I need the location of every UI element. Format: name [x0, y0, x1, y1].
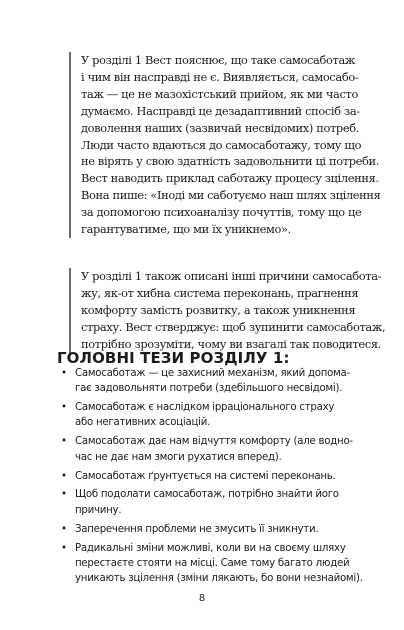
key-points-heading: ГОЛОВНІ ТЕЗИ РОЗДІЛУ 1:	[57, 349, 290, 367]
key-points-list	[57, 366, 363, 590]
bullet-icon: •	[61, 489, 67, 501]
bullet-icon: •	[61, 470, 67, 482]
page-number: 8	[198, 593, 206, 604]
list-item-line: Самосаботаж дає нам відчуття комфорту (але водно-	[75, 436, 353, 448]
list-item-line: Радикальні зміни можливі, коли ви на своєму шляху	[75, 542, 346, 554]
list-item-line: Щоб подолати самосаботаж, потрібно знайти його	[75, 489, 339, 501]
text-line: таж — це не мазохістський прийом, як ми часто	[81, 86, 358, 101]
list-item-line: Заперечення проблеми не змусить її зникнути.	[75, 523, 319, 535]
text-line: доволення наших (зазвичай несвідомих) потреб.	[81, 120, 360, 135]
list-item	[57, 434, 363, 465]
list-item-line: перестаєте стояти на місці. Саме тому багато людей	[75, 557, 350, 569]
text-line: Люди часто вдаються до самосаботажу, тому що	[81, 137, 362, 152]
list-item-line: причину.	[75, 504, 122, 516]
bullet-icon: •	[61, 436, 67, 448]
text-line: комфорту замість розвитку, а також уникнення	[81, 302, 356, 317]
text-line: жу, як-от хибна система переконань, прагнення	[81, 285, 359, 300]
text-line: не вірять у свою здатність задовольнити ці потреби.	[81, 154, 380, 169]
list-item	[57, 541, 363, 587]
text-line: У розділі 1 Вест пояснює, що таке самосаботаж	[81, 53, 356, 67]
quote-block-other-causes	[69, 268, 386, 353]
list-item-line: Самосаботаж ґрунтується на системі переконань.	[75, 470, 336, 482]
text-line: і чим він насправді не є. Виявляється, самосабо-	[81, 69, 359, 84]
quote-block-chapter-1-summary	[69, 52, 381, 238]
text-line: Вест наводить приклад саботажу процесу зцілення.	[81, 171, 379, 186]
bullet-icon: •	[61, 368, 67, 379]
text-line: за допомогою психоаналізу почуттів, тому що це	[81, 205, 362, 220]
text-line: думаємо. Насправді це дезадаптивний спосіб за-	[81, 103, 360, 118]
list-item-line: або негативних асоціацій.	[75, 417, 211, 429]
list-item	[57, 366, 363, 397]
list-item-line: час не дає нам змоги рухатися вперед).	[75, 451, 282, 463]
bullet-icon: •	[61, 523, 67, 535]
bullet-icon: •	[61, 542, 67, 554]
list-item-line: Самосаботаж є наслідком ірраціонального страху	[75, 402, 335, 414]
text-line: гарантуватиме, що ми їх уникнемо».	[81, 222, 291, 237]
list-item	[57, 400, 363, 431]
text-line: Вона пише: «Іноді ми саботуємо наш шлях зцілення	[81, 188, 381, 203]
text-line: страху. Вест стверджує: щоб зупинити самосаботаж,	[81, 319, 386, 334]
text-line: У розділі 1 також описані інші причини самосабота-	[81, 269, 382, 283]
text-line: потрібно зрозуміти, чому ви взагалі так поводитеся.	[81, 336, 381, 351]
list-item	[57, 469, 363, 484]
bullet-icon: •	[61, 402, 67, 414]
list-item-line: Самосаботаж — це захисний механізм, який допома-	[75, 368, 350, 379]
list-item-line: уникають зцілення (зміни лякають, бо вони незнайомі).	[75, 573, 363, 585]
list-item	[57, 487, 363, 518]
list-item	[57, 522, 363, 537]
list-item-line: гає задовольняти потреби (здебільшого несвідомі).	[75, 383, 343, 395]
